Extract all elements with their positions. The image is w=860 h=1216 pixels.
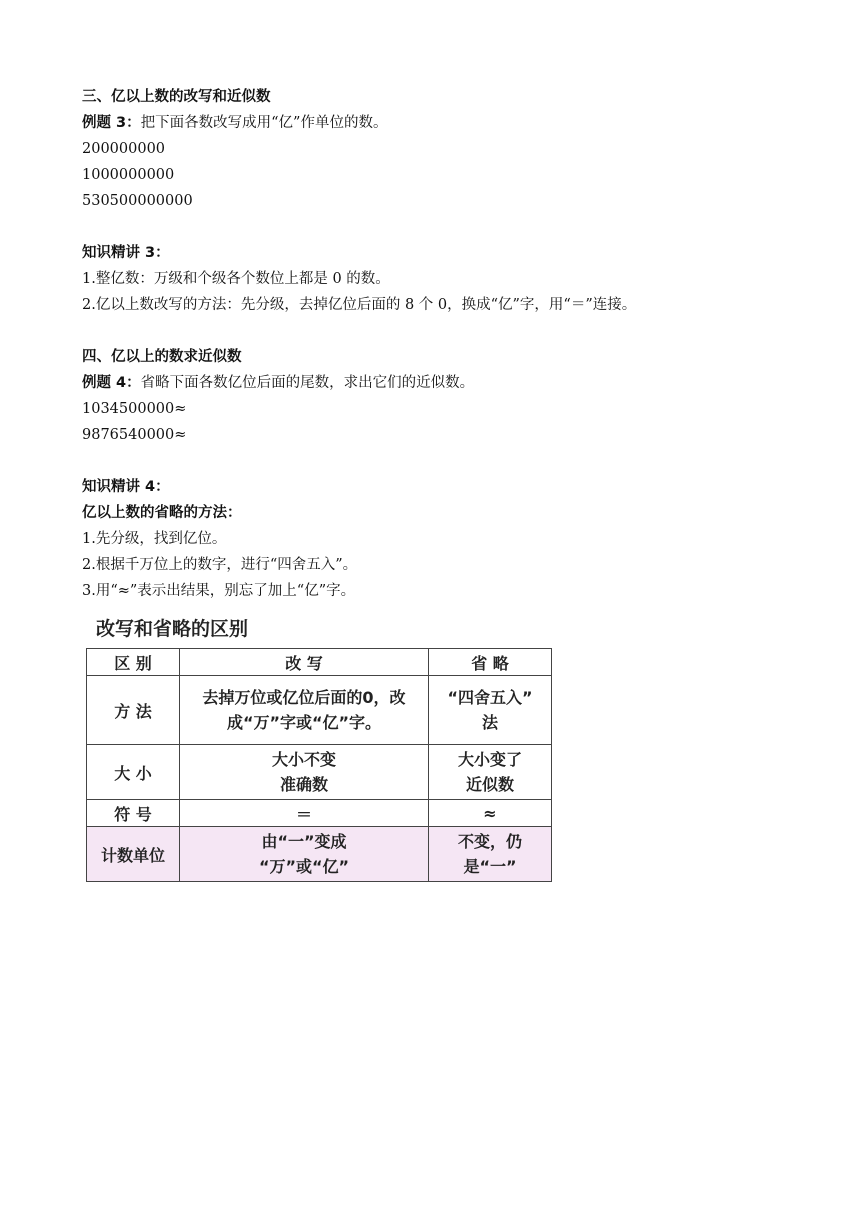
header-cell-omit: 省 略 xyxy=(429,649,552,676)
cell-rewrite-size xyxy=(180,745,429,800)
document-body xyxy=(82,84,782,604)
cell-omit-unit xyxy=(429,827,552,882)
example3-number-1: 200000000 xyxy=(82,141,166,157)
knowledge3-point-2: 2.亿以上数改写的方法：先分级，去掉亿位后面的 8 个 0，换成“亿”字，用“＝”连接。 xyxy=(82,297,637,313)
comparison-figure xyxy=(82,612,552,888)
table-row xyxy=(87,827,552,882)
cell-rewrite-unit xyxy=(180,827,429,882)
table-row xyxy=(87,745,552,800)
row-label-symbol: 符 号 xyxy=(87,800,180,827)
row-label-unit: 计数单位 xyxy=(87,827,180,882)
cell-line: 准确数 xyxy=(279,775,328,794)
example4-number-2: 9876540000≈ xyxy=(82,427,187,443)
cell-line: “万”或“亿” xyxy=(258,857,350,876)
spacer xyxy=(82,214,782,240)
example4 xyxy=(82,370,782,396)
spacer xyxy=(82,448,782,474)
cell-line: 大小变了 xyxy=(457,750,522,769)
cell-line: 不变，仍 xyxy=(457,832,522,851)
knowledge4-title: 知识精讲 4： xyxy=(82,479,170,495)
cell-line: 大小不变 xyxy=(271,750,336,769)
cell-rewrite-symbol: ＝ xyxy=(180,800,429,827)
example4-number-1: 1034500000≈ xyxy=(82,401,187,417)
figure-title: 改写和省略的区别 xyxy=(96,618,249,640)
cell-line: 由“一”变成 xyxy=(261,832,347,851)
cell-line: 去掉万位或亿位后面的0，改 xyxy=(202,688,406,707)
example3-number-3: 530500000000 xyxy=(82,193,193,209)
example3-text: 把下面各数改写成用“亿”作单位的数。 xyxy=(140,115,388,131)
knowledge3-point-1: 1.整亿数：万级和个级各个数位上都是 0 的数。 xyxy=(82,271,390,287)
example3-number-2: 1000000000 xyxy=(82,167,175,183)
cell-omit-size xyxy=(429,745,552,800)
spacer xyxy=(82,318,782,344)
knowledge4-step-1: 1.先分级，找到亿位。 xyxy=(82,531,227,547)
comparison-table xyxy=(86,648,552,882)
cell-line: “四舍五入” xyxy=(447,688,533,707)
cell-line: 是“一” xyxy=(463,857,517,876)
header-cell-rewrite: 改 写 xyxy=(180,649,429,676)
example3-label: 例题 3： xyxy=(82,115,141,131)
section3-heading: 三、亿以上数的改写和近似数 xyxy=(82,89,271,105)
knowledge3-title: 知识精讲 3： xyxy=(82,245,170,261)
cell-line: 成“万”字或“亿”字。 xyxy=(226,713,382,732)
example4-text: 省略下面各数亿位后面的尾数，求出它们的近似数。 xyxy=(140,375,475,391)
cell-line: 近似数 xyxy=(465,775,514,794)
knowledge4-step-2: 2.根据千万位上的数字，进行“四舍五入”。 xyxy=(82,557,358,573)
knowledge4-step-3: 3.用“≈”表示出结果，别忘了加上“亿”字。 xyxy=(82,583,356,599)
header-cell-category: 区 别 xyxy=(87,649,180,676)
table-row xyxy=(87,676,552,745)
table-header-row xyxy=(87,649,552,676)
cell-line: 法 xyxy=(481,713,498,732)
row-label-method: 方 法 xyxy=(87,676,180,745)
cell-rewrite-method xyxy=(180,676,429,745)
table-row xyxy=(87,800,552,827)
section4-heading: 四、亿以上的数求近似数 xyxy=(82,349,242,365)
row-label-size: 大 小 xyxy=(87,745,180,800)
cell-omit-method xyxy=(429,676,552,745)
example3 xyxy=(82,110,782,136)
knowledge4-method-title: 亿以上数的省略的方法： xyxy=(82,505,242,521)
example4-label: 例题 4： xyxy=(82,375,141,391)
cell-omit-symbol: ≈ xyxy=(429,800,552,827)
